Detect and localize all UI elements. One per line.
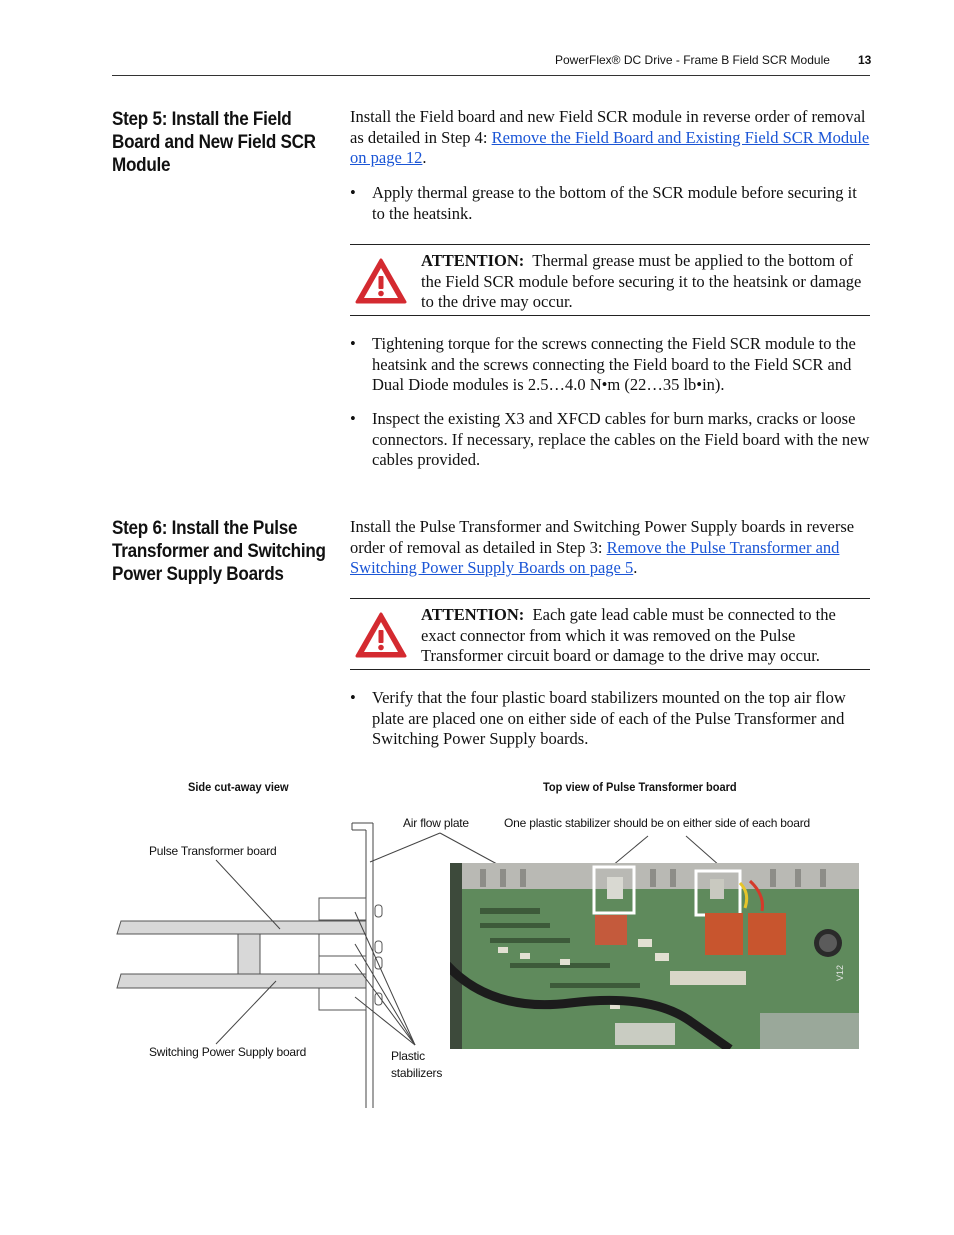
bullet-dot: • [350,334,356,353]
mounting-screws [375,905,382,1005]
header-rule [112,75,870,76]
attention-body: Each gate lead cable must be connected to the exact connector from which it was removed on the Pulse Transformer circuit board or damage to the drive may occur. [421,605,836,665]
label-switching-power-supply-board: Switching Power Supply board [149,1045,307,1059]
step5-intro-text: Install the Field board and new Field SCR module in reverse order of removal as detailed in Step 4: [350,107,866,147]
board-standoff [238,934,260,974]
step5-heading-line: Board and New Field SCR [112,132,316,153]
step6-bullet-stabilizers [350,688,870,750]
label-pulse-transformer-board: Pulse Transformer board [149,844,277,858]
label-plastic-line: Plastic [391,1049,425,1063]
stabilizer-blocks [319,898,366,1010]
step5-heading-line: Module [112,155,171,176]
bullet-text: Verify that the four plastic board stabilizers mounted on the top air flow plate are placed one on either side of each of the Pulse Transformer and Switching Power Supply boards. [372,688,846,748]
label-air-flow-plate: Air flow plate [403,816,469,830]
pulse-transformer-board-shape [117,921,366,934]
step6-intro-end: . [633,558,638,577]
bullet-dot: • [350,409,356,428]
attention-label: ATTENTION: [421,605,525,624]
step6-heading [112,517,337,586]
step6-heading-line: Power Supply Boards [112,564,284,585]
switching-board-shape [117,974,366,988]
step5-attention-text [421,251,869,313]
page-number: 13 [858,53,872,67]
step6-attention-box [350,598,870,670]
step5-heading [112,108,337,177]
label-plastic-stabilizers [391,1048,442,1082]
step6-intro-text: Install the Pulse Transformer and Switching Power Supply boards in reverse order of removal as detailed in Step 3: [350,517,855,557]
step5-intro [350,107,870,169]
step5-bullet-torque [350,334,870,396]
step6-attention-text [421,605,869,667]
step5-heading-line: Step 5: Install the Field [112,109,292,130]
pulse-transformer-board-photo [450,863,859,1049]
step5-bullet-cables [350,409,870,471]
label-stabilizer-note: One plastic stabilizer should be on either side of each board [504,816,810,830]
header-title: PowerFlex® DC Drive - Frame B Field SCR Module [555,53,830,67]
attention-label: ATTENTION: [421,251,525,270]
step5-bullet-grease [350,183,870,225]
step5-cross-reference-link[interactable]: Remove the Field Board and Existing Field SCR Module on page 12 [350,127,870,167]
running-header [555,53,830,67]
step6-intro [350,517,870,579]
bullet-dot: • [350,688,356,707]
side-view-title: Side cut-away view [188,780,289,794]
bullet-text: Apply thermal grease to the bottom of the SCR module before securing it to the heatsink. [372,183,857,223]
step5-intro-end: . [422,148,427,167]
step5-attention-box [350,244,870,316]
air-flow-plate [352,823,373,1108]
top-view-title: Top view of Pulse Transformer board [543,780,737,794]
step6-heading-line: Step 6: Install the Pulse [112,518,298,539]
bullet-text: Inspect the existing X3 and XFCD cables for burn marks, cracks or loose connectors. If necessary, replace the cables on the Field board with the new cables provided. [372,409,870,469]
bullet-text: Tightening torque for the screws connecting the Field SCR module to the heatsink and the screws connecting the Field board to the Field SCR and Dual Diode modules is 2.5…4.0 N•m (22…35 lb•in). [372,334,856,394]
bullet-dot: • [350,183,356,202]
warning-triangle-icon [354,257,408,311]
warning-triangle-icon [354,611,408,665]
step6-cross-reference-link[interactable]: Remove the Pulse Transformer and Switching Power Supply Boards on page 5 [350,537,840,577]
label-plastic-line: stabilizers [391,1066,443,1080]
step6-heading-line: Transformer and Switching [112,541,326,562]
photo-marking: V12 [835,964,845,981]
attention-body: Thermal grease must be applied to the bottom of the Field SCR module before securing it to the heatsink or damage to the drive may occur. [421,251,862,311]
